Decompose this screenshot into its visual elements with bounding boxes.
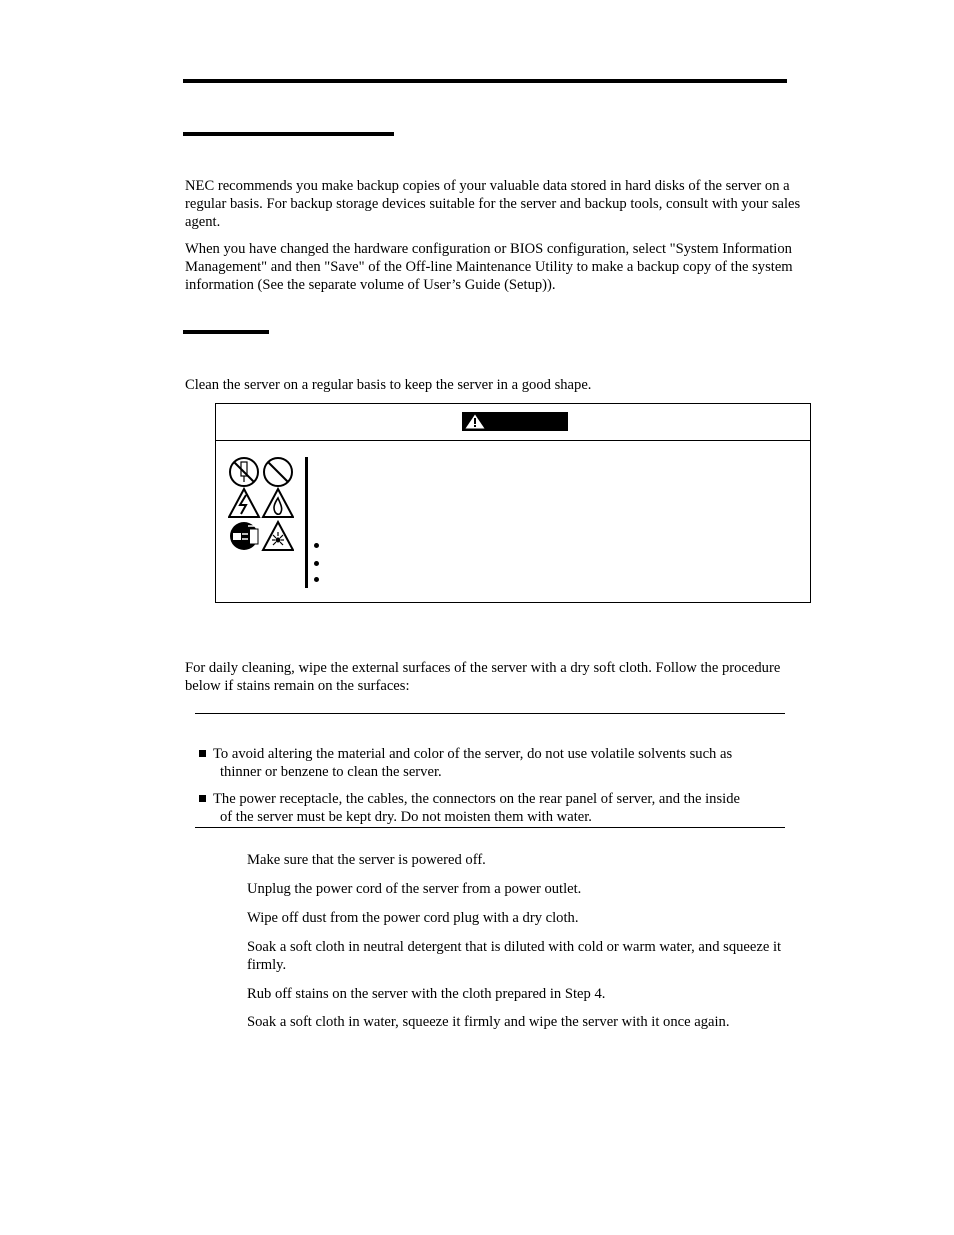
warning-symbols [228,456,294,552]
step-item: Wipe off dust from the power cord plug with a dry cloth. [247,910,579,926]
no-disassembly-icon [230,458,258,486]
warning-side-bar [305,457,308,588]
note-top-rule [195,713,785,714]
header-rule [183,79,787,83]
fire-hazard-icon [263,489,293,517]
note-bottom-rule [195,827,785,828]
note-item: The power receptacle, the cables, the connectors on the rear panel of server, and the inside of the server must be kept dry. Do not moisten them with water. [199,790,789,826]
backup-paragraph-2: When you have changed the hardware configuration or BIOS configuration, select "System Information Management" and then "Save" of the Off-line Maintenance Utility to make a backup copy of the system information (See the separate volume of User’s Guide (Setup)). [185,241,793,293]
warning-label [462,412,568,431]
warning-bullet [314,543,319,548]
step-item: Rub off stains on the server with the cloth prepared in Step 4. [247,986,606,1002]
warning-box [215,403,811,603]
warning-triangle-icon [465,414,485,429]
square-bullet-icon [199,750,206,757]
step-item: Soak a soft cloth in water, squeeze it firmly and wipe the server with it once again. [247,1014,730,1030]
step-item: Make sure that the server is powered off. [247,852,486,868]
step-item: Unplug the power cord of the server from a power outlet. [247,881,582,897]
note-item: To avoid altering the material and color of the server, do not use volatile solvents such as thinner or benzene to clean the server. [199,745,789,781]
cleaning-intro: Clean the server on a regular basis to keep the server in a good shape. [185,377,592,393]
square-bullet-icon [199,795,206,802]
daily-cleaning-paragraph: For daily cleaning, wipe the external surfaces of the server with a dry soft cloth. Follow the procedure below if stains remain on the surfaces: [185,660,781,694]
step-item: Soak a soft cloth in neutral detergent that is diluted with cold or warm water, and squeeze it firmly. [247,939,782,973]
warning-bullet [314,561,319,566]
warning-header [216,404,810,441]
section-rule-cleaning [183,330,269,334]
warning-bullet [314,577,319,582]
unplug-icon [230,522,258,550]
electric-shock-icon [229,489,259,517]
section-rule-backup [183,132,394,136]
laser-hazard-icon [263,522,293,550]
prohibited-icon [264,458,292,486]
backup-paragraph-1: NEC recommends you make backup copies of your valuable data stored in hard disks of the server on a regular basis. For backup storage devices suitable for the server and backup tools, consult with your sales agent. [185,178,801,230]
